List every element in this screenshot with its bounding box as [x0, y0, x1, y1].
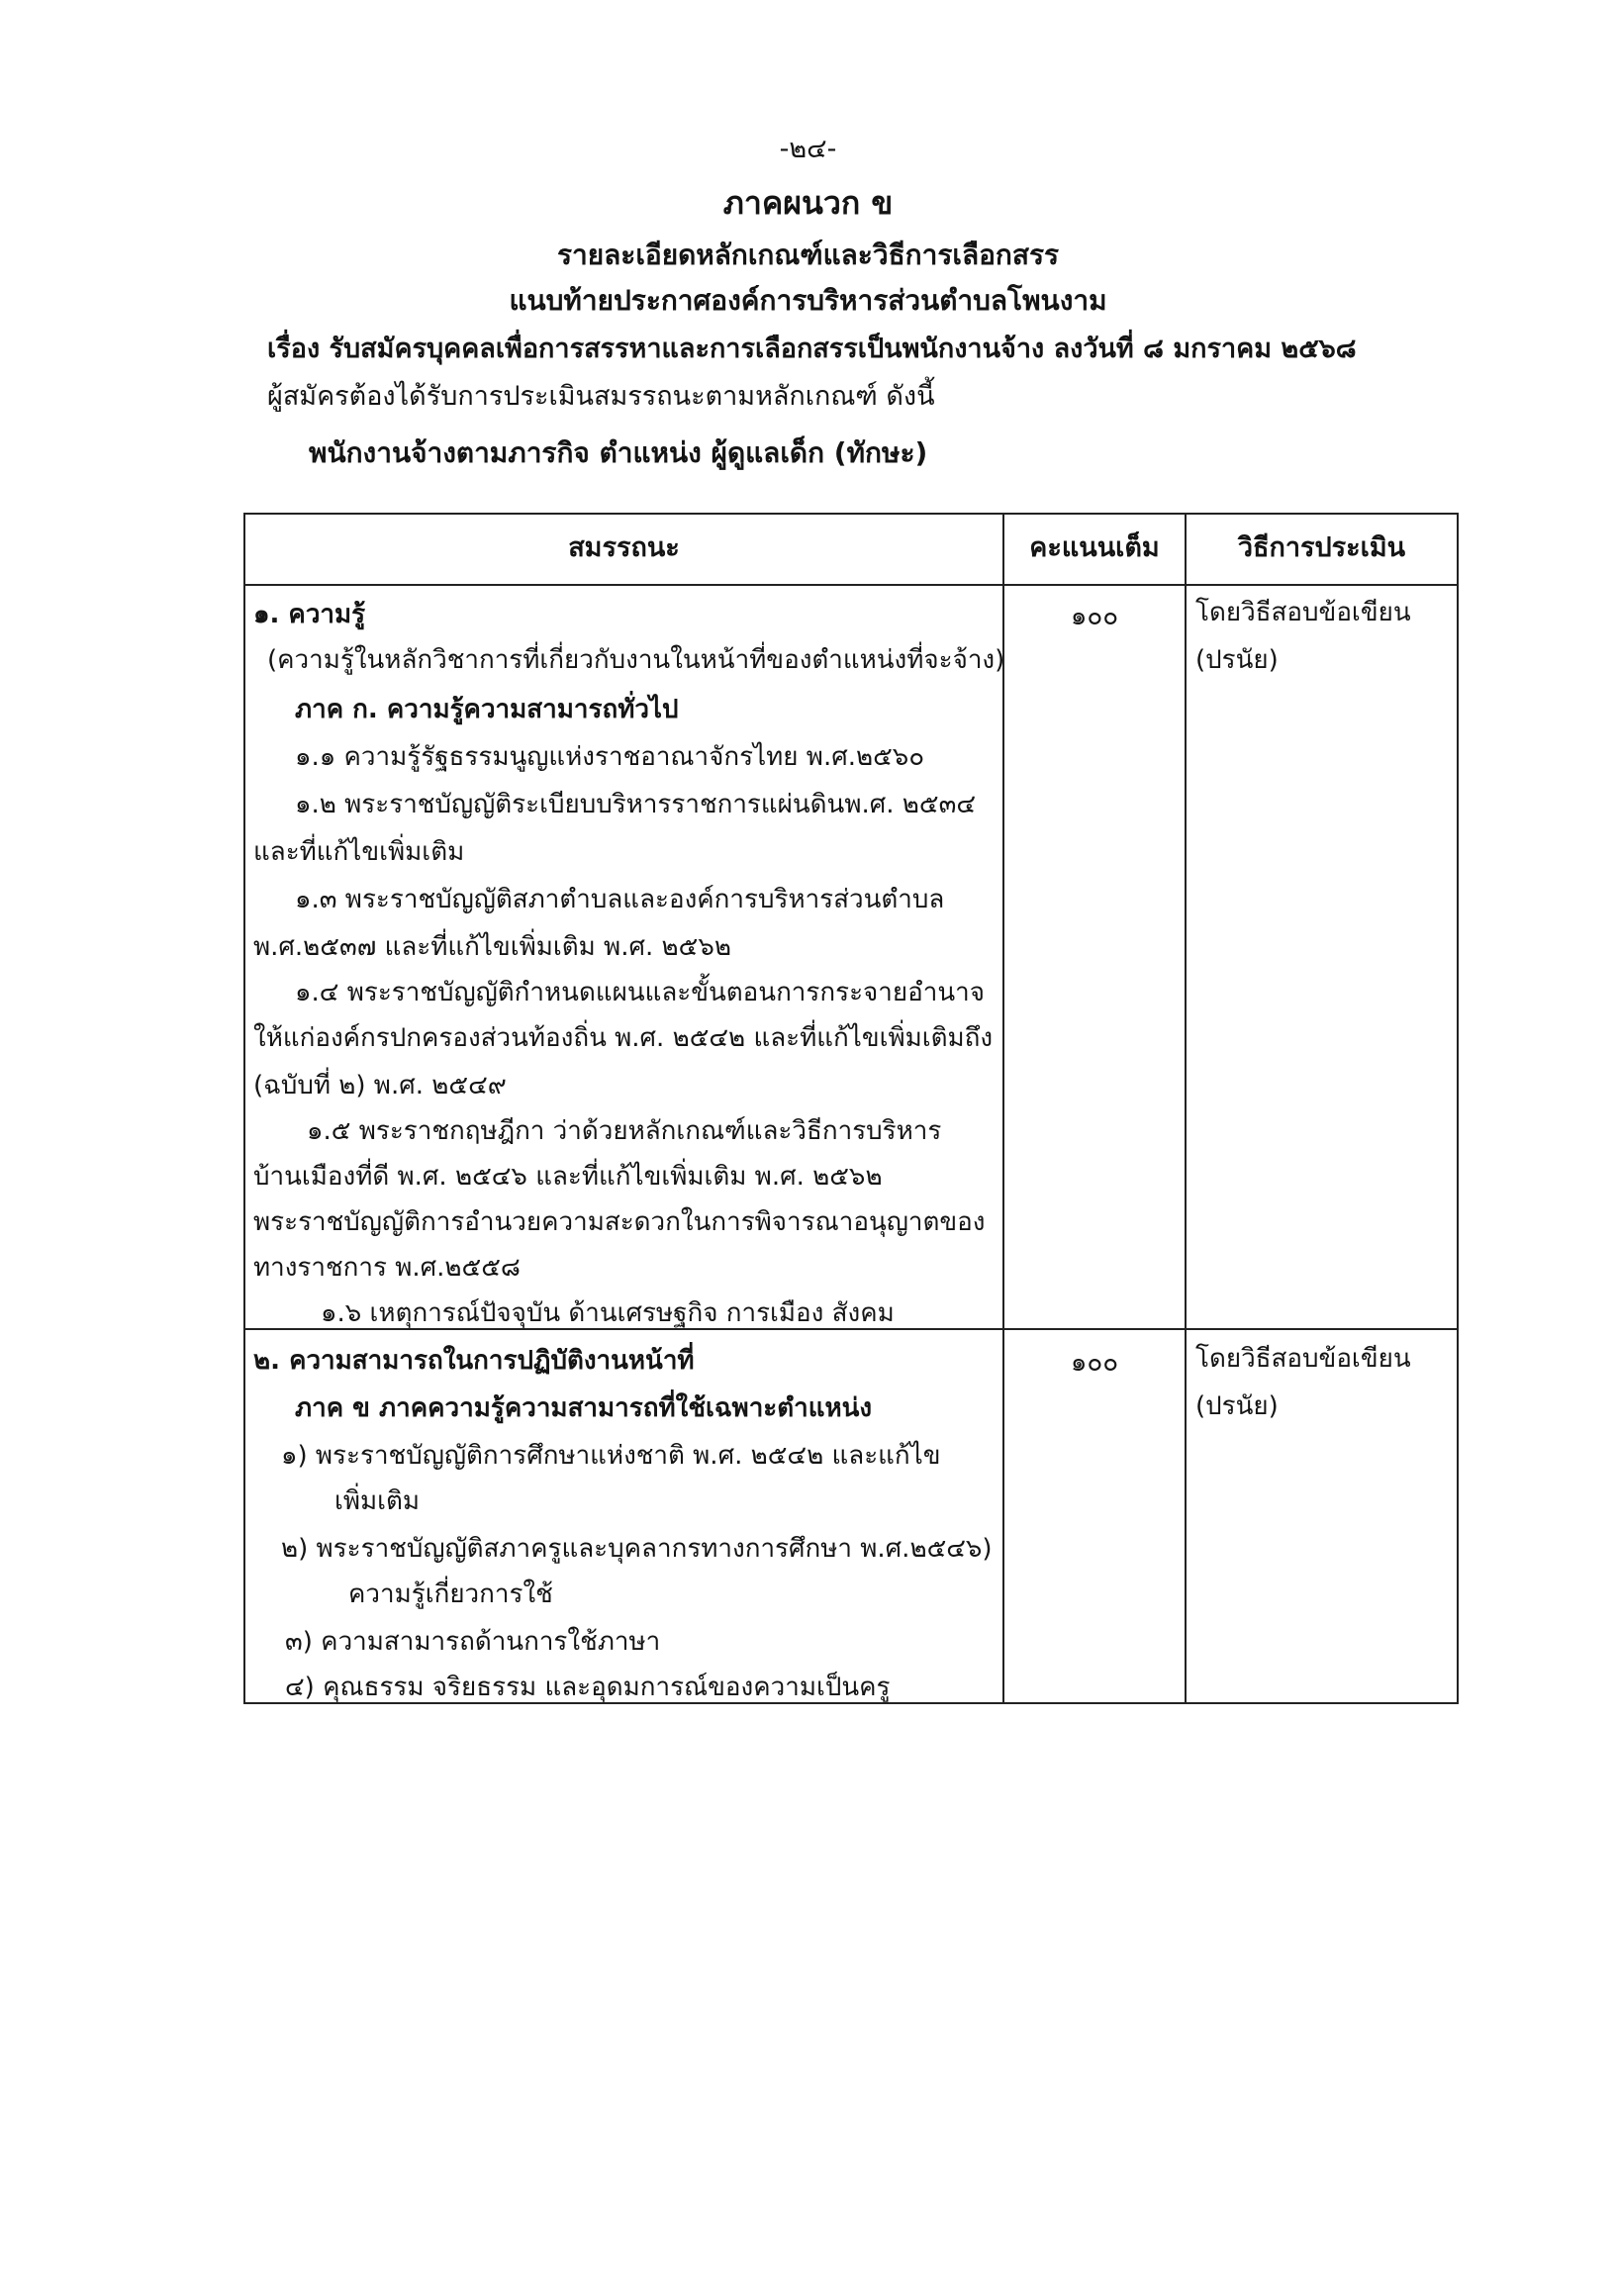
section-1-line: บ้านเมืองที่ดี พ.ศ. ๒๕๔๖ และที่แก้ไขเพิ่มเติม พ.ศ. ๒๕๖๒ [253, 1162, 883, 1192]
section-2-line: ๓) ความสามารถด้านการใช้ภาษา [285, 1627, 661, 1657]
section-1-line: (ความรู้ในหลักวิชาการที่เกี่ยวกับงานในหน้าที่ของตำแหน่งที่จะจ้าง) [267, 645, 1005, 675]
section-1-line: และที่แก้ไขเพิ่มเติม [253, 837, 465, 867]
document-subtitle-2: แนบท้ายประกาศองค์การบริหารส่วนตำบลโพนงาม [509, 284, 1107, 317]
table-border-left [243, 513, 245, 1704]
section-2-line: ความรู้เกี่ยวการใช้ [348, 1579, 553, 1609]
section-1-line: ให้แก่องค์กรปกครองส่วนท้องถิ่น พ.ศ. ๒๕๔๒ และที่แก้ไขเพิ่มเติมถึง [253, 1023, 994, 1053]
section-2-line: ภาค ข ภาคความรู้ความสามารถที่ใช้เฉพาะตำแหน่ง [295, 1393, 873, 1423]
table-header-divider [243, 584, 1459, 586]
section-2-line: เพิ่มเติม [334, 1486, 421, 1516]
section-2-score: ๑๐๐ [1070, 1348, 1119, 1378]
document-subtitle: รายละเอียดหลักเกณฑ์และวิธีการเลือกสรร [556, 239, 1060, 271]
section-2-line: ๑) พระราชบัญญัติการศึกษาแห่งชาติ พ.ศ. ๒๕๔๒ และแก้ไข [281, 1441, 941, 1471]
column-header-full-score: คะแนนเต็ม [1029, 532, 1160, 563]
intro-line: ผู้สมัครต้องได้รับการประเมินสมรรถนะตามหลักเกณฑ์ ดังนี้ [267, 381, 935, 412]
section-1-method-type: (ปรนัย) [1195, 645, 1279, 675]
section-1-line: พระราชบัญญัติการอำนวยความสะดวกในการพิจารณาอนุญาตของ [253, 1207, 986, 1237]
section-1-line: ๑.๒ พระราชบัญญัติระเบียบบริหารราชการแผ่นดินพ.ศ. ๒๕๓๔ [295, 790, 977, 819]
section-1-line: ๑.๕ พระราชกฤษฎีกา ว่าด้วยหลักเกณฑ์และวิธีการบริหาร [307, 1116, 942, 1146]
section-1-line: ๑.๖ เหตุการณ์ปัจจุบัน ด้านเศรษฐกิจ การเมือง สังคม [321, 1298, 895, 1328]
document-title: ภาคผนวก ข [722, 184, 894, 222]
section-2-method-type: (ปรนัย) [1195, 1391, 1279, 1421]
section-1-line: ๑.๓ พระราชบัญญัติสภาตำบลและองค์การบริหารส่วนตำบล [295, 885, 945, 914]
table-row-divider [243, 1328, 1459, 1330]
section-1-line: (ฉบับที่ ๒) พ.ศ. ๒๕๔๙ [253, 1071, 507, 1100]
table-column-divider [1185, 513, 1187, 1704]
column-header-method: วิธีการประเมิน [1237, 532, 1406, 563]
position-line: พนักงานจ้างตามภารกิจ ตำแหน่ง ผู้ดูแลเด็ก (ทักษะ) [309, 436, 928, 469]
column-header-competency: สมรรถนะ [568, 532, 680, 563]
section-1-line: ๑.๔ พระราชบัญญัติกำหนดแผนและขั้นตอนการกระจายอำนาจ [295, 978, 985, 1007]
section-1-line: ๑.๑ ความรู้รัฐธรรมนูญแห่งราชอาณาจักรไทย พ.ศ.๒๕๖๐ [295, 742, 925, 772]
section-1-line: ภาค ก. ความรู้ความสามารถทั่วไป [295, 695, 679, 724]
table-border-right [1457, 513, 1459, 1704]
section-1-title: ๑. ความรู้ [253, 600, 366, 629]
section-1-line: ทางราชการ พ.ศ.๒๕๕๘ [253, 1253, 521, 1283]
page-number: -๒๔- [779, 134, 837, 164]
subject-line: เรื่อง รับสมัครบุคคลเพื่อการสรรหาและการเลือกสรรเป็นพนักงานจ้าง ลงวันที่ ๘ มกราคม ๒๕๖๘ [267, 334, 1357, 364]
section-2-method: โดยวิธีสอบข้อเขียน [1195, 1344, 1411, 1374]
section-1-line: พ.ศ.๒๕๓๗ และที่แก้ไขเพิ่มเติม พ.ศ. ๒๕๖๒ [253, 932, 731, 962]
table-column-divider [1002, 513, 1004, 1704]
section-1-score: ๑๐๐ [1070, 602, 1119, 631]
section-2-line: ๔) คุณธรรม จริยธรรม และอุดมการณ์ของความเป็นครู [285, 1673, 891, 1702]
table-border-top [243, 513, 1459, 515]
table-border-bottom [243, 1702, 1459, 1704]
section-2-line: ๒) พระราชบัญญัติสภาครูและบุคลากรทางการศึกษา พ.ศ.๒๕๔๖) [281, 1534, 993, 1564]
section-1-method: โดยวิธีสอบข้อเขียน [1195, 598, 1411, 627]
section-2-title: ๒. ความสามารถในการปฏิบัติงานหน้าที่ [253, 1346, 695, 1376]
